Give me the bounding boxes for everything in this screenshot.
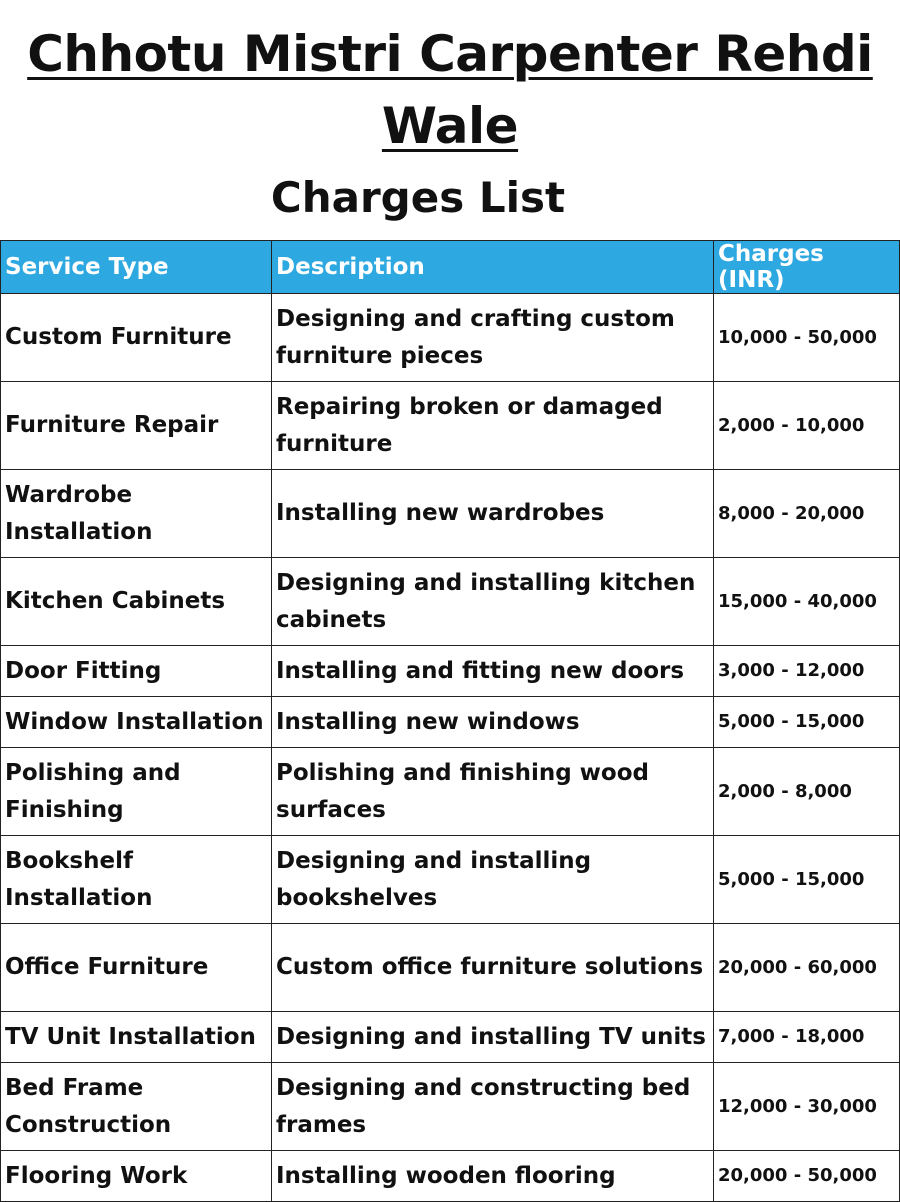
table-row [1,294,900,382]
description-cell: Repairing broken or damaged furniture [272,382,714,470]
table-body [1,294,900,1202]
table-row [1,836,900,924]
table-header [1,241,900,294]
service-cell: Flooring Work [1,1151,272,1202]
table-row [1,1151,900,1202]
description-cell: Designing and constructing bed frames [272,1063,714,1151]
service-cell: Window Installation [1,697,272,748]
description-cell: Designing and installing bookshelves [272,836,714,924]
table-row [1,558,900,646]
header-charges: Charges (INR) [714,241,900,294]
service-cell: Kitchen Cabinets [1,558,272,646]
header-service-type: Service Type [1,241,272,294]
description-cell: Installing new windows [272,697,714,748]
charges-cell: 10,000 - 50,000 [714,294,900,382]
header-row [1,241,900,294]
table-row [1,646,900,697]
service-cell: Office Furniture [1,924,272,1012]
charges-cell: 3,000 - 12,000 [714,646,900,697]
charges-cell: 15,000 - 40,000 [714,558,900,646]
page-title: Chhotu Mistri Carpenter Rehdi Wale [27,25,873,155]
table-row [1,1063,900,1151]
charges-table [0,240,900,1202]
description-cell: Polishing and finishing wood surfaces [272,748,714,836]
header-description: Description [272,241,714,294]
description-cell: Installing new wardrobes [272,470,714,558]
table-row [1,1012,900,1063]
description-cell: Installing and fitting new doors [272,646,714,697]
description-cell: Designing and installing kitchen cabinets [272,558,714,646]
charges-cell: 2,000 - 8,000 [714,748,900,836]
charges-cell: 20,000 - 60,000 [714,924,900,1012]
service-cell: Custom Furniture [1,294,272,382]
page-subtitle: Charges List [270,173,566,222]
service-cell: Wardrobe Installation [1,470,272,558]
charges-cell: 8,000 - 20,000 [714,470,900,558]
title-wrapper [0,18,900,162]
table-row [1,470,900,558]
charges-cell: 20,000 - 50,000 [714,1151,900,1202]
description-cell: Designing and installing TV units [272,1012,714,1063]
charges-cell: 2,000 - 10,000 [714,382,900,470]
charges-cell: 5,000 - 15,000 [714,697,900,748]
table-row [1,924,900,1012]
charges-cell: 12,000 - 30,000 [714,1063,900,1151]
description-cell: Custom office furniture solutions [272,924,714,1012]
table-row [1,697,900,748]
service-cell: TV Unit Installation [1,1012,272,1063]
service-cell: Door Fitting [1,646,272,697]
description-cell: Designing and crafting custom furniture pieces [272,294,714,382]
description-cell: Installing wooden flooring [272,1151,714,1202]
service-cell: Bookshelf Installation [1,836,272,924]
charges-cell: 7,000 - 18,000 [714,1012,900,1063]
service-cell: Furniture Repair [1,382,272,470]
table-row [1,748,900,836]
table-row [1,382,900,470]
charges-cell: 5,000 - 15,000 [714,836,900,924]
service-cell: Bed Frame Construction [1,1063,272,1151]
service-cell: Polishing and Finishing [1,748,272,836]
